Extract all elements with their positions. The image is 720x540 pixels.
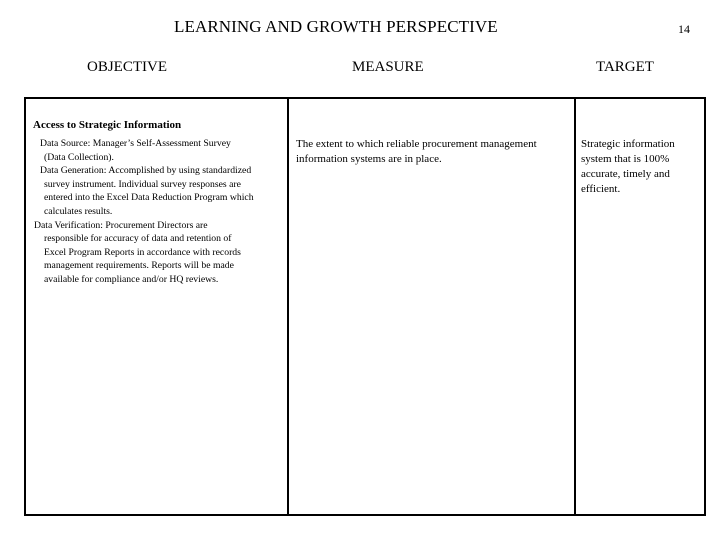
objective-heading: Access to Strategic Information [33,119,182,131]
column-header-target: TARGET [596,59,654,75]
measure-text [296,137,566,167]
target-line: Strategic information [581,138,675,150]
data-generation-line: Data Generation: Accomplished by using standardized [40,165,252,177]
data-verification-line: available for compliance and/or HQ reviews. [44,273,219,285]
perspective-table [24,97,706,516]
data-generation-line: survey instrument. Individual survey responses are [44,178,241,190]
page-title: LEARNING AND GROWTH PERSPECTIVE [174,17,498,36]
target-line: system that is 100% [581,153,670,165]
column-header-measure: MEASURE [352,59,424,75]
data-verification-line: responsible for accuracy of data and retention of [44,233,232,245]
measure-line: information systems are in place. [296,153,442,165]
data-source-line: Data Source: Manager’s Self-Assessment Survey [40,138,231,149]
measure-line: The extent to which reliable procurement management [296,138,537,150]
data-verification-line: Data Verification: Procurement Directors are [34,219,208,231]
measure-cell [289,99,576,514]
page-number: 14 [678,22,690,36]
data-generation-line: calculates results. [44,205,113,217]
target-text [581,137,691,197]
column-header-objective: OBJECTIVE [87,59,167,75]
target-line: accurate, timely and [581,168,670,180]
target-cell [576,99,704,514]
objective-cell [26,99,289,514]
data-generation-line: entered into the Excel Data Reduction Program which [44,192,254,204]
data-verification-line: management requirements. Reports will be made [44,260,234,272]
objective-body [34,137,286,287]
data-verification-line: Excel Program Reports in accordance with records [44,246,241,258]
data-source-line: (Data Collection). [44,151,114,163]
target-line: efficient. [581,183,621,195]
